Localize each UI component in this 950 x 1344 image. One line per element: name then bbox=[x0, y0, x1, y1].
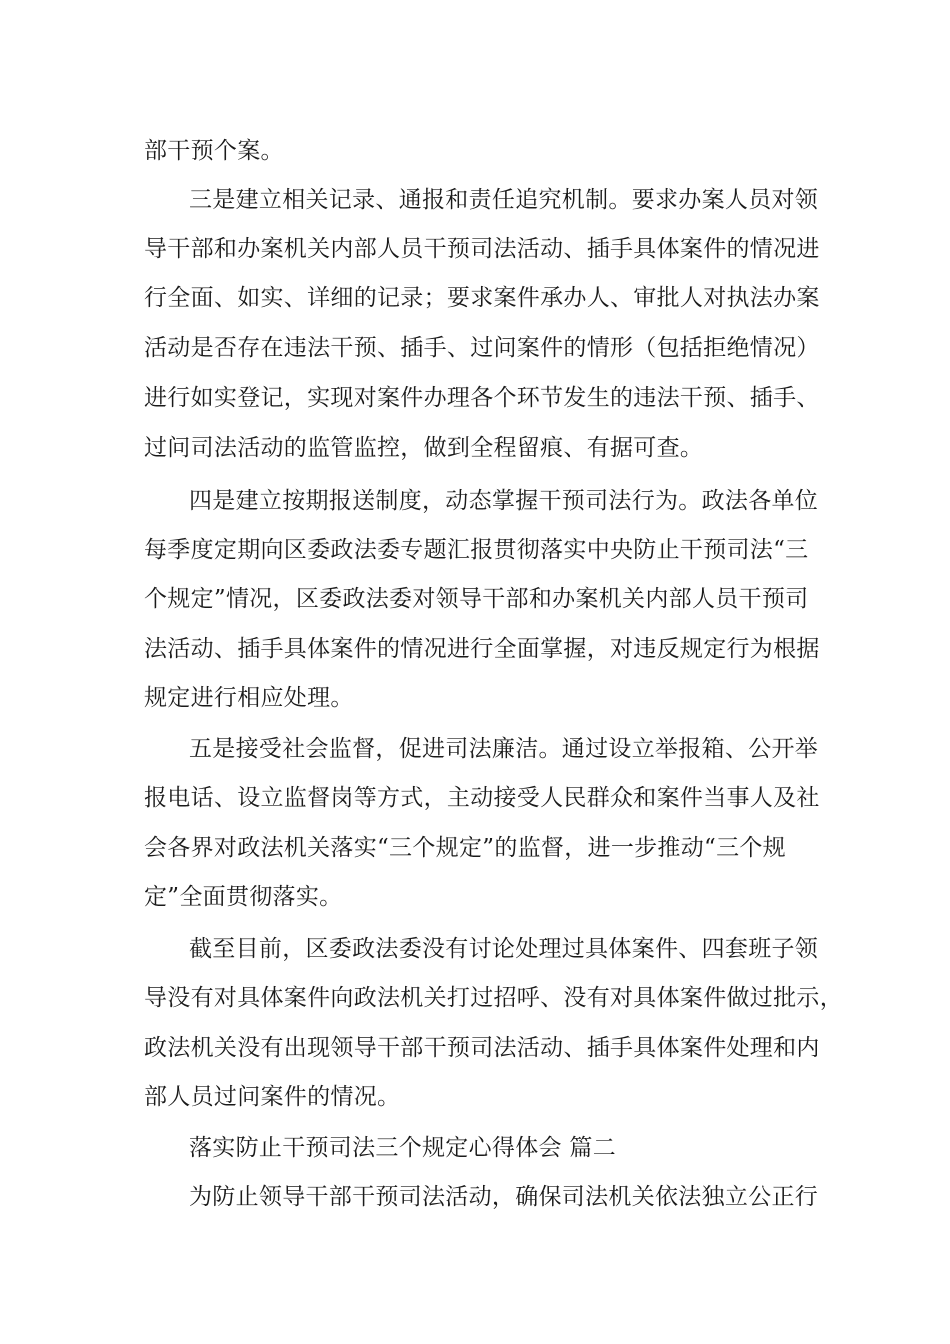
paragraph-5-line-3: 会各界对政法机关落实“三个规定”的监督，进一步推动“三个规 bbox=[144, 835, 786, 861]
paragraph-3-line-1: 三是建立相关记录、通报和责任追究机制。要求办案人员对领 bbox=[189, 187, 819, 213]
paragraph-3-line-2: 导干部和办案机关内部人员干预司法活动、插手具体案件的情况进 bbox=[144, 236, 820, 262]
section-heading: 落实防止干预司法三个规定心得体会 篇二 bbox=[189, 1135, 617, 1161]
paragraph-5-line-1: 五是接受社会监督，促进司法廉洁。通过设立举报箱、公开举 bbox=[189, 736, 819, 762]
paragraph-5-line-4: 定”全面贯彻落实。 bbox=[144, 884, 343, 910]
paragraph-3-line-6: 过问司法活动的监管监控，做到全程留痕、有据可查。 bbox=[144, 435, 704, 461]
paragraph-4-line-2: 每季度定期向区委政法委专题汇报贯彻落实中央防止干预司法“三 bbox=[144, 537, 809, 563]
paragraph-3-line-4: 活动是否存在违法干预、插手、过问案件的情形（包括拒绝情况） bbox=[144, 335, 820, 361]
paragraph-4-line-3: 个规定”情况，区委政法委对领导干部和办案机关内部人员干预司 bbox=[144, 586, 809, 612]
text-line-1: 部干预个案。 bbox=[144, 138, 284, 164]
paragraph-4-line-5: 规定进行相应处理。 bbox=[144, 685, 354, 711]
paragraph-6-line-3: 政法机关没有出现领导干部干预司法活动、插手具体案件处理和内 bbox=[144, 1035, 820, 1061]
paragraph-4-line-4: 法活动、插手具体案件的情况进行全面掌握，对违反规定行为根据 bbox=[144, 636, 820, 662]
paragraph-7-line-1: 为防止领导干部干预司法活动，确保司法机关依法独立公正行 bbox=[189, 1184, 819, 1210]
paragraph-6-line-4: 部人员过问案件的情况。 bbox=[144, 1084, 401, 1110]
paragraph-4-line-1: 四是建立按期报送制度，动态掌握干预司法行为。政法各单位 bbox=[189, 488, 819, 514]
paragraph-6-line-2: 导没有对具体案件向政法机关打过招呼、没有对具体案件做过批示， bbox=[144, 985, 843, 1011]
paragraph-3-line-3: 行全面、如实、详细的记录；要求案件承办人、审批人对执法办案 bbox=[144, 285, 820, 311]
paragraph-6-line-1: 截至目前，区委政法委没有讨论处理过具体案件、四套班子领 bbox=[189, 936, 819, 962]
paragraph-5-line-2: 报电话、设立监督岗等方式，主动接受人民群众和案件当事人及社 bbox=[144, 785, 820, 811]
paragraph-3-line-5: 进行如实登记，实现对案件办理各个环节发生的违法干预、插手、 bbox=[144, 385, 820, 411]
